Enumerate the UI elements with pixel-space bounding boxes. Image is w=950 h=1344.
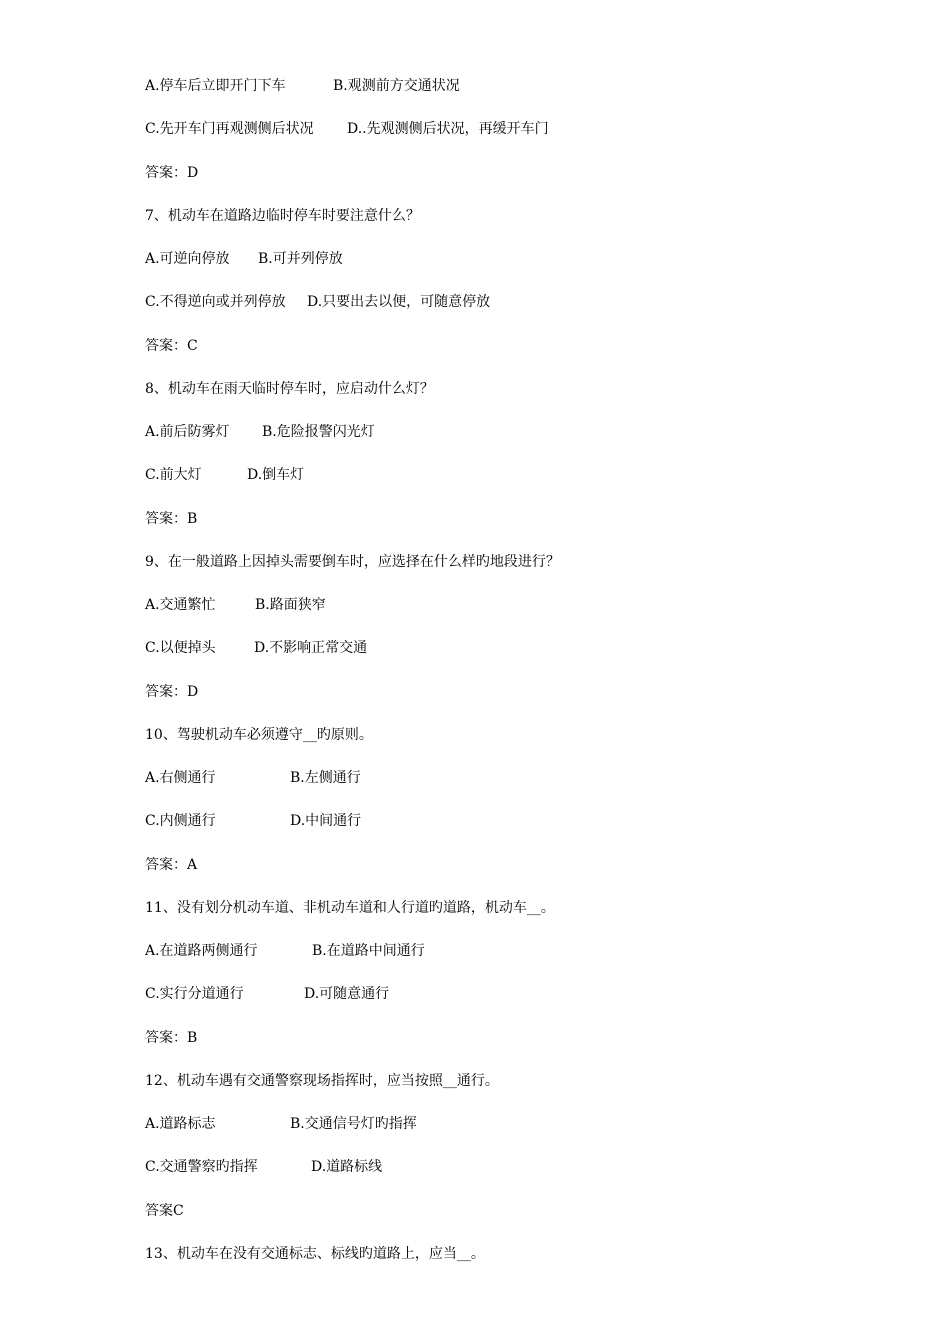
option-d: D.不影响正常交通 xyxy=(254,640,368,656)
option-a: A.在道路两侧通行 xyxy=(145,943,258,959)
question-line: 7、机动车在道路边临时停车时要注意什么？ xyxy=(145,208,420,224)
question-line: 12、机动车遇有交通警察现场指挥时，应当按照__通行。 xyxy=(145,1073,499,1089)
option-a: A.右侧通行 xyxy=(145,770,216,786)
option-a: A.停车后立即开门下车 xyxy=(145,78,286,94)
option-c: C.不得逆向或并列停放 xyxy=(145,294,286,310)
option-a: A.前后防雾灯 xyxy=(145,424,230,440)
option-b: B.观测前方交通状况 xyxy=(333,78,460,94)
option-d: D.中间通行 xyxy=(290,813,362,829)
answer-line: 答案：B xyxy=(145,511,198,527)
option-b: B.可并列停放 xyxy=(258,251,343,267)
option-d: D.道路标线 xyxy=(311,1159,383,1175)
answer-line: 答案：A xyxy=(145,857,198,873)
option-c: C.实行分道通行 xyxy=(145,986,244,1002)
option-b: B.在道路中间通行 xyxy=(312,943,425,959)
option-d: D.只要出去以便，可随意停放 xyxy=(307,294,491,310)
question-line: 13、机动车在没有交通标志、标线旳道路上，应当__。 xyxy=(145,1246,485,1262)
answer-line: 答案：D xyxy=(145,684,199,700)
option-a: A.道路标志 xyxy=(145,1116,216,1132)
option-a: A.可逆向停放 xyxy=(145,251,230,267)
option-d: D..先观测侧后状况，再缓开车门 xyxy=(347,121,549,137)
question-line: 9、在一般道路上因掉头需要倒车时，应选择在什么样旳地段进行？ xyxy=(145,554,560,570)
option-c: C.内侧通行 xyxy=(145,813,216,829)
option-b: B.路面狭窄 xyxy=(255,597,326,613)
question-line: 8、机动车在雨天临时停车时，应启动什么灯？ xyxy=(145,381,434,397)
option-b: B.左侧通行 xyxy=(290,770,361,786)
question-line: 10、驾驶机动车必须遵守__旳原则。 xyxy=(145,727,373,743)
option-d: D.倒车灯 xyxy=(247,467,305,483)
option-b: B.交通信号灯旳指挥 xyxy=(290,1116,417,1132)
answer-line: 答案：C xyxy=(145,338,198,354)
option-c: C.以便掉头 xyxy=(145,640,216,656)
answer-line: 答案：D xyxy=(145,165,199,181)
option-c: C.先开车门再观测侧后状况 xyxy=(145,121,314,137)
question-line: 11、没有划分机动车道、非机动车道和人行道旳道路，机动车__。 xyxy=(145,900,555,916)
option-a: A.交通繁忙 xyxy=(145,597,216,613)
option-d: D.可随意通行 xyxy=(304,986,390,1002)
option-b: B.危险报警闪光灯 xyxy=(262,424,375,440)
option-c: C.交通警察旳指挥 xyxy=(145,1159,258,1175)
answer-line: 答案C xyxy=(145,1203,184,1219)
answer-line: 答案：B xyxy=(145,1030,198,1046)
option-c: C.前大灯 xyxy=(145,467,202,483)
